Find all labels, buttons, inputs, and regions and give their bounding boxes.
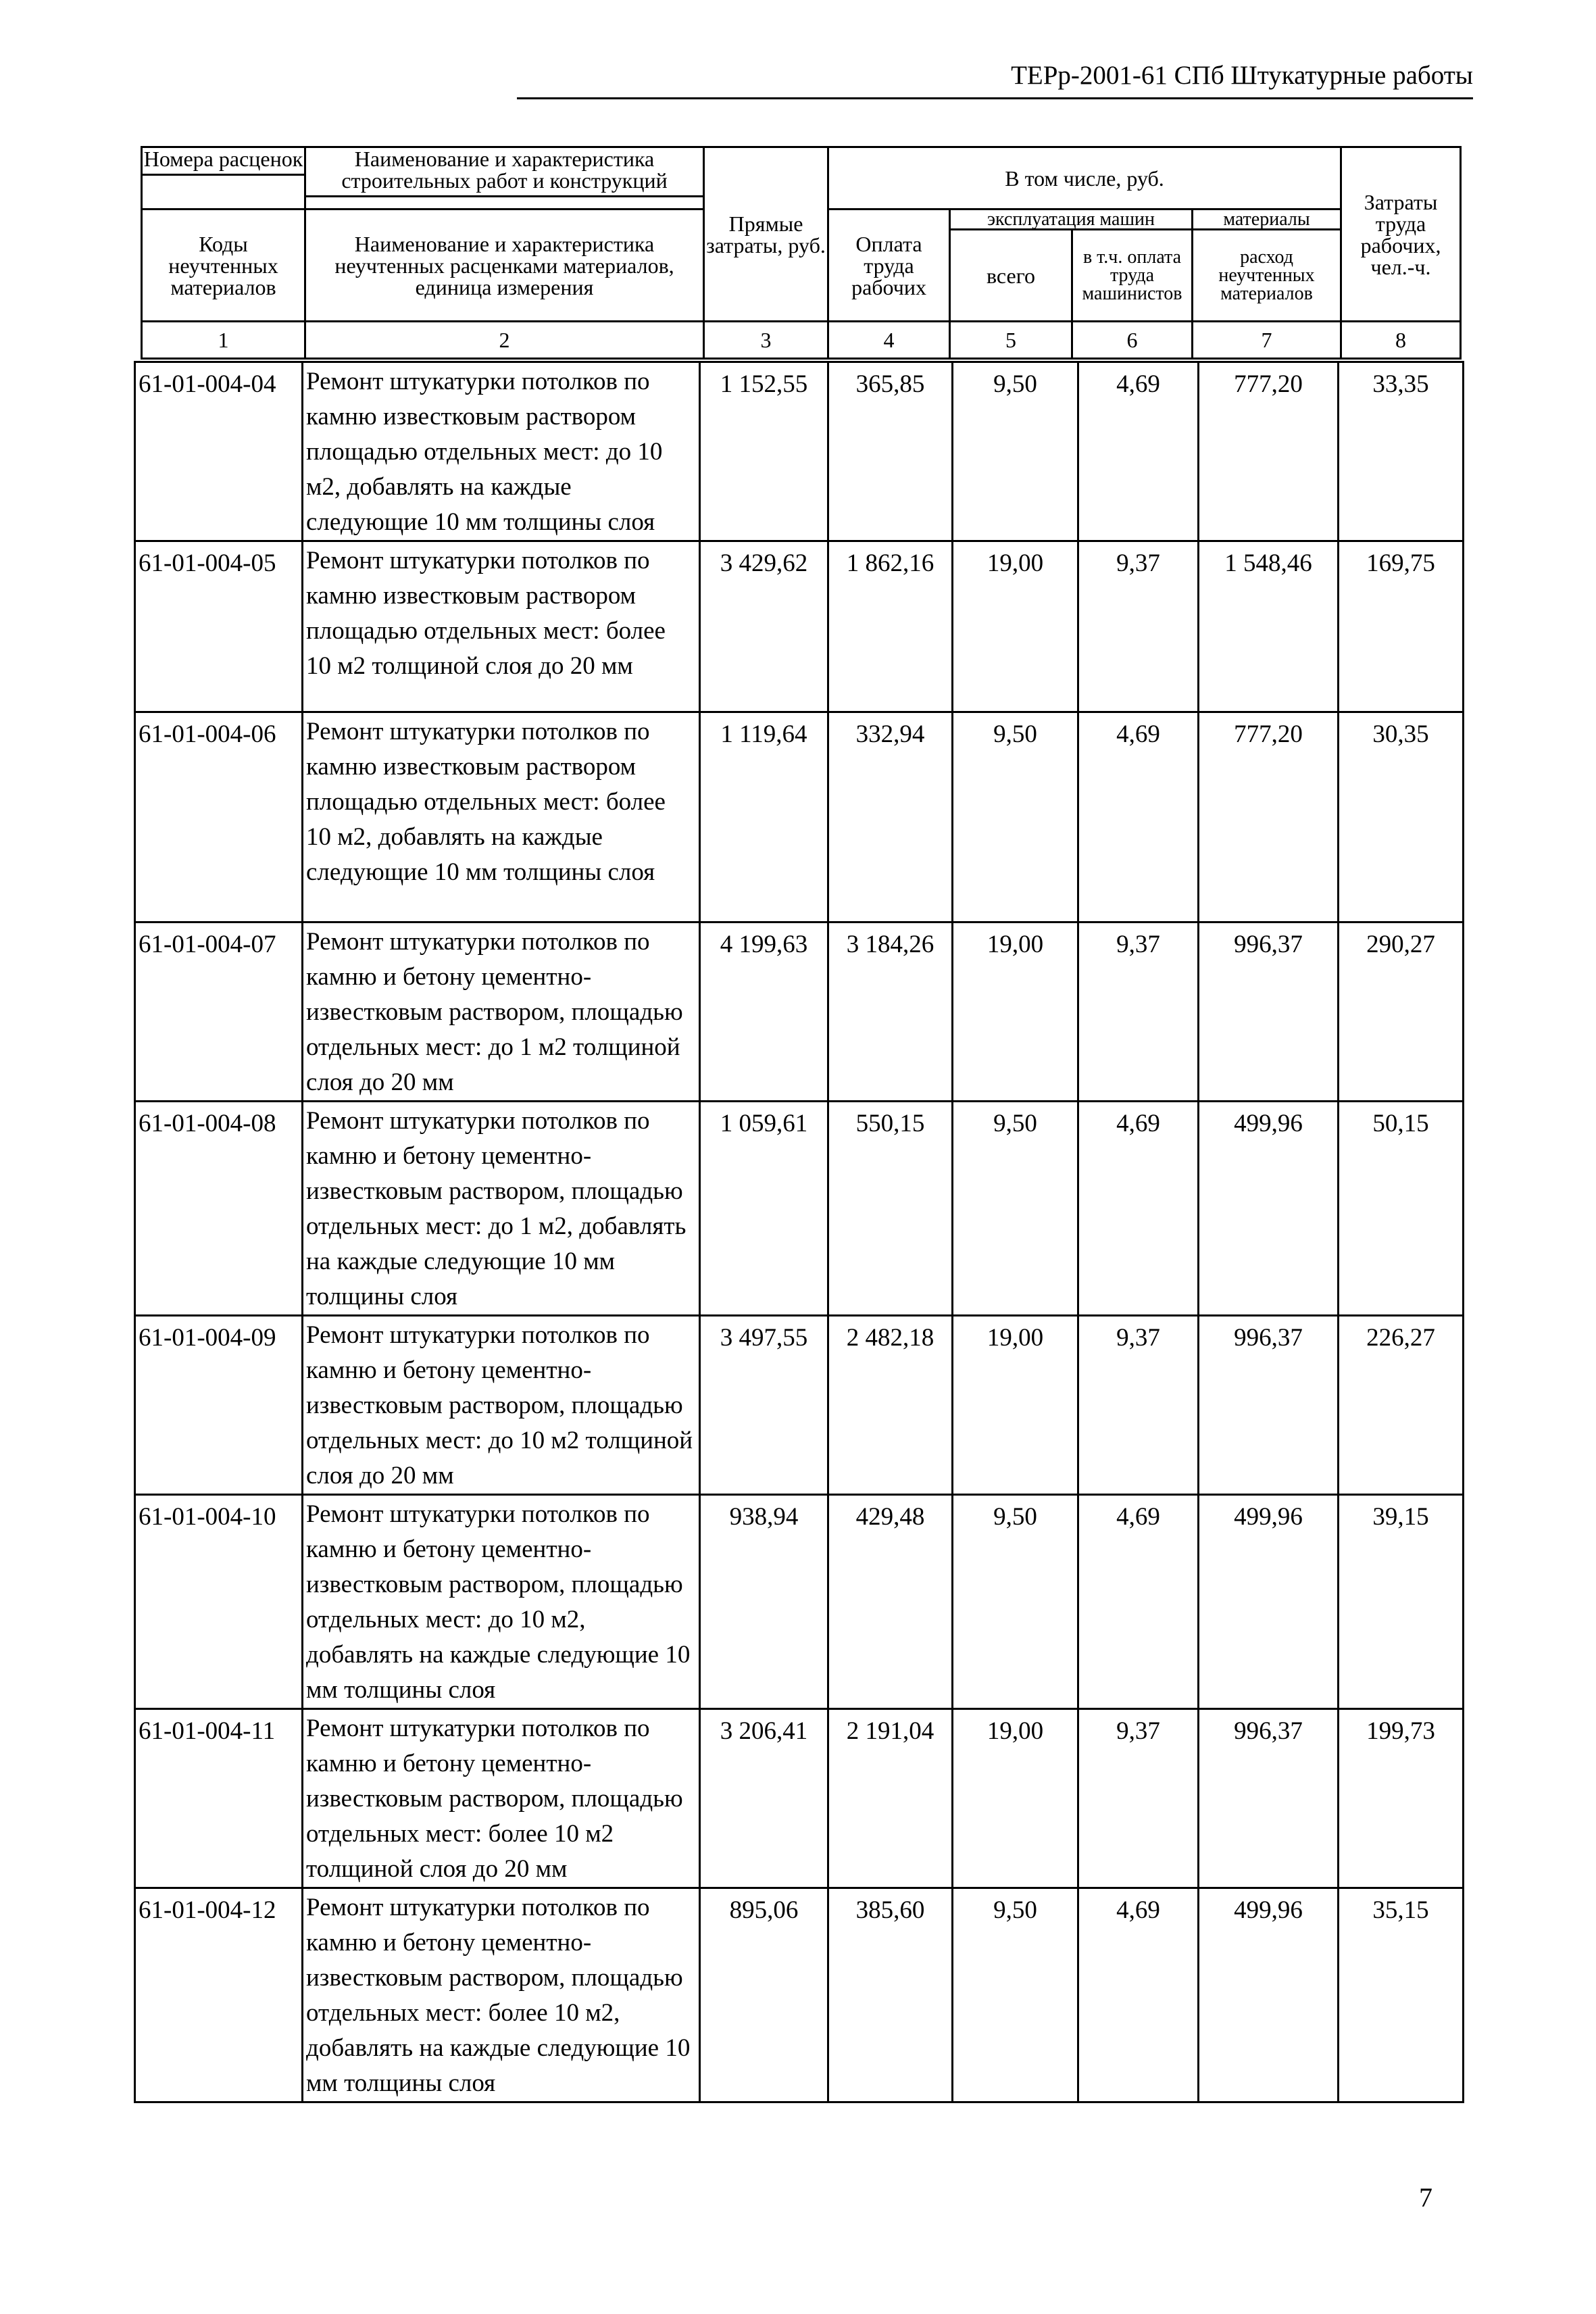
rate-code: 61-01-004-11 [135, 1709, 303, 1888]
machines-total-cell: 9,50 [953, 1888, 1078, 2102]
header-worker-pay: Оплата труда рабочих [828, 210, 950, 322]
table-row [135, 362, 1464, 541]
machinists-pay-cell: 4,69 [1078, 1888, 1199, 2102]
rate-description: Ремонт штукатурки потолков по камню известковым раствором площадью отдельных мест: более 10 м2, добавлять на каждые следующие 10 мм толщины слоя [303, 712, 700, 922]
machines-total-cell: 19,00 [953, 1316, 1078, 1495]
direct-costs-cell: 895,06 [700, 1888, 828, 2102]
rate-code: 61-01-004-10 [135, 1495, 303, 1709]
header-materials: материалы [1193, 210, 1341, 230]
materials-cell: 499,96 [1199, 1102, 1339, 1316]
worker-pay-cell: 365,85 [828, 362, 953, 541]
column-number: 8 [1341, 322, 1461, 359]
materials-cell: 499,96 [1199, 1888, 1339, 2102]
rate-code: 61-01-004-06 [135, 712, 303, 922]
labor-hours-cell: 39,15 [1339, 1495, 1464, 1709]
direct-costs-cell: 1 119,64 [700, 712, 828, 922]
worker-pay-cell: 332,94 [828, 712, 953, 922]
worker-pay-cell: 2 191,04 [828, 1709, 953, 1888]
direct-costs-cell: 3 206,41 [700, 1709, 828, 1888]
rate-code: 61-01-004-07 [135, 922, 303, 1102]
rate-description: Ремонт штукатурки потолков по камню и бетону цементно-известковым раствором, площадью отдельных мест: более 10 м2 толщиной слоя до 20 мм [303, 1709, 700, 1888]
table-row [135, 922, 1464, 1102]
header-work-name: Наименование и характеристика строительных работ и конструкций [305, 147, 704, 210]
header-machinists-pay: в т.ч. оплата труда машинистов [1072, 230, 1193, 322]
worker-pay-cell: 2 482,18 [828, 1316, 953, 1495]
labor-hours-cell: 169,75 [1339, 541, 1464, 712]
labor-hours-cell: 290,27 [1339, 922, 1464, 1102]
header-machines: эксплуатация машин [950, 210, 1193, 230]
column-number: 2 [305, 322, 704, 359]
machines-total-cell: 9,50 [953, 362, 1078, 541]
header-including: В том числе, руб. [828, 147, 1341, 210]
rate-description: Ремонт штукатурки потолков по камню и бетону цементно-известковым раствором, площадью отдельных мест: до 1 м2, добавлять на каждые следующие 10 мм толщины слоя [303, 1102, 700, 1316]
worker-pay-cell: 385,60 [828, 1888, 953, 2102]
direct-costs-cell: 4 199,63 [700, 922, 828, 1102]
labor-hours-cell: 30,35 [1339, 712, 1464, 922]
materials-cell: 996,37 [1199, 922, 1339, 1102]
column-number: 3 [704, 322, 828, 359]
table-row [135, 1316, 1464, 1495]
header-machines-total: всего [950, 230, 1072, 322]
rate-description: Ремонт штукатурки потолков по камню и бетону цементно-известковым раствором, площадью отдельных мест: до 10 м2 толщиной слоя до 20 мм [303, 1316, 700, 1495]
table-header [141, 146, 1462, 360]
rate-description: Ремонт штукатурки потолков по камню и бетону цементно-известковым раствором, площадью отдельных мест: до 1 м2 толщиной слоя до 20 мм [303, 922, 700, 1102]
materials-cell: 777,20 [1199, 712, 1339, 922]
direct-costs-cell: 3 497,55 [700, 1316, 828, 1495]
worker-pay-cell: 429,48 [828, 1495, 953, 1709]
direct-costs-cell: 938,94 [700, 1495, 828, 1709]
table-row [135, 1709, 1464, 1888]
rate-code: 61-01-004-05 [135, 541, 303, 712]
header-material-codes: Коды неучтенных материалов [142, 210, 305, 322]
machines-total-cell: 9,50 [953, 1102, 1078, 1316]
page-number: 7 [1419, 2182, 1432, 2213]
rate-code: 61-01-004-04 [135, 362, 303, 541]
table-row [135, 1102, 1464, 1316]
machinists-pay-cell: 4,69 [1078, 362, 1199, 541]
machinists-pay-cell: 9,37 [1078, 541, 1199, 712]
column-number: 6 [1072, 322, 1193, 359]
machinists-pay-cell: 4,69 [1078, 1495, 1199, 1709]
machines-total-cell: 19,00 [953, 541, 1078, 712]
materials-cell: 1 548,46 [1199, 541, 1339, 712]
worker-pay-cell: 550,15 [828, 1102, 953, 1316]
materials-cell: 499,96 [1199, 1495, 1339, 1709]
machinists-pay-cell: 4,69 [1078, 712, 1199, 922]
direct-costs-cell: 1 059,61 [700, 1102, 828, 1316]
rate-code: 61-01-004-09 [135, 1316, 303, 1495]
machines-total-cell: 19,00 [953, 922, 1078, 1102]
rate-code: 61-01-004-12 [135, 1888, 303, 2102]
header-rate-numbers: Номера расценок [142, 147, 305, 210]
table-row [135, 541, 1464, 712]
machinists-pay-cell: 9,37 [1078, 922, 1199, 1102]
worker-pay-cell: 3 184,26 [828, 922, 953, 1102]
header-labor-hours: Затраты труда рабочих, чел.-ч. [1341, 147, 1461, 322]
column-number: 4 [828, 322, 950, 359]
machinists-pay-cell: 4,69 [1078, 1102, 1199, 1316]
direct-costs-cell: 3 429,62 [700, 541, 828, 712]
column-number: 5 [950, 322, 1072, 359]
machinists-pay-cell: 9,37 [1078, 1709, 1199, 1888]
rate-description: Ремонт штукатурки потолков по камню известковым раствором площадью отдельных мест: более 10 м2 толщиной слоя до 20 мм [303, 541, 700, 712]
rates-table [134, 361, 1464, 2103]
machines-total-cell: 9,50 [953, 712, 1078, 922]
machinists-pay-cell: 9,37 [1078, 1316, 1199, 1495]
table-row [135, 712, 1464, 922]
labor-hours-cell: 33,35 [1339, 362, 1464, 541]
worker-pay-cell: 1 862,16 [828, 541, 953, 712]
materials-cell: 996,37 [1199, 1316, 1339, 1495]
header-unaccounted-materials: расход неучтенных материалов [1193, 230, 1341, 322]
rate-description: Ремонт штукатурки потолков по камню известковым раствором площадью отдельных мест: до 10 м2, добавлять на каждые следующие 10 мм толщины слоя [303, 362, 700, 541]
direct-costs-cell: 1 152,55 [700, 362, 828, 541]
labor-hours-cell: 226,27 [1339, 1316, 1464, 1495]
materials-cell: 996,37 [1199, 1709, 1339, 1888]
table-row [135, 1888, 1464, 2102]
header-direct-costs: Прямые затраты, руб. [704, 147, 828, 322]
machines-total-cell: 19,00 [953, 1709, 1078, 1888]
header-material-name: Наименование и характеристика неучтенных расценками материалов, единица измерения [305, 210, 704, 322]
labor-hours-cell: 199,73 [1339, 1709, 1464, 1888]
rate-description: Ремонт штукатурки потолков по камню и бетону цементно-известковым раствором, площадью отдельных мест: более 10 м2, добавлять на каждые следующие 10 мм толщины слоя [303, 1888, 700, 2102]
table-row [135, 1495, 1464, 1709]
column-number: 7 [1193, 322, 1341, 359]
materials-cell: 777,20 [1199, 362, 1339, 541]
labor-hours-cell: 35,15 [1339, 1888, 1464, 2102]
rate-description: Ремонт штукатурки потолков по камню и бетону цементно-известковым раствором, площадью отдельных мест: до 10 м2, добавлять на каждые следующие 10 мм толщины слоя [303, 1495, 700, 1709]
rate-code: 61-01-004-08 [135, 1102, 303, 1316]
column-number: 1 [142, 322, 305, 359]
machines-total-cell: 9,50 [953, 1495, 1078, 1709]
labor-hours-cell: 50,15 [1339, 1102, 1464, 1316]
document-header: ТЕРр-2001-61 СПб Штукатурные работы [517, 59, 1473, 99]
